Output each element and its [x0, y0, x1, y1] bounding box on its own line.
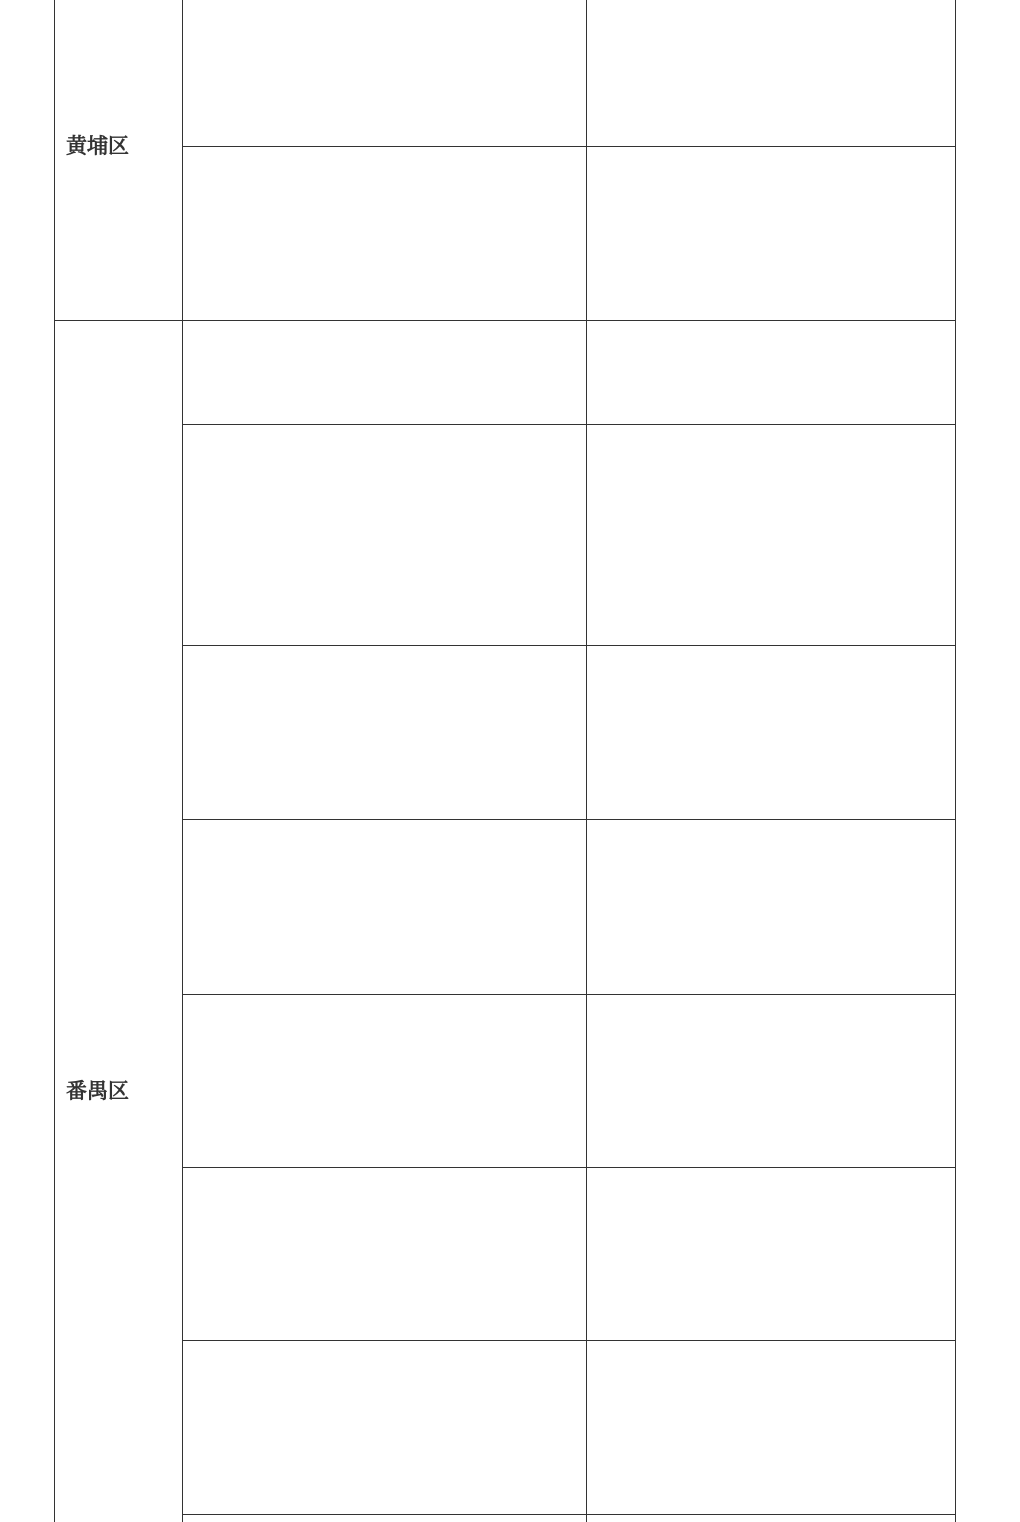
table-border-left: [54, 0, 55, 1522]
row-divider: [182, 1340, 956, 1341]
contact-table: [54, 0, 957, 1522]
row-divider: [182, 645, 956, 646]
row-divider: [182, 146, 956, 147]
table-border-col1: [182, 0, 183, 1522]
district-divider: [54, 320, 956, 321]
row-divider: [182, 1514, 956, 1515]
row-divider: [182, 1167, 956, 1168]
row-divider: [182, 819, 956, 820]
row-divider: [182, 994, 956, 995]
row-divider: [182, 424, 956, 425]
table-border-right: [955, 0, 956, 1522]
district-name-huangpu: 黄埔区: [66, 134, 129, 158]
table-border-col2: [586, 0, 587, 1522]
district-name-panyu: 番禺区: [66, 1079, 129, 1103]
